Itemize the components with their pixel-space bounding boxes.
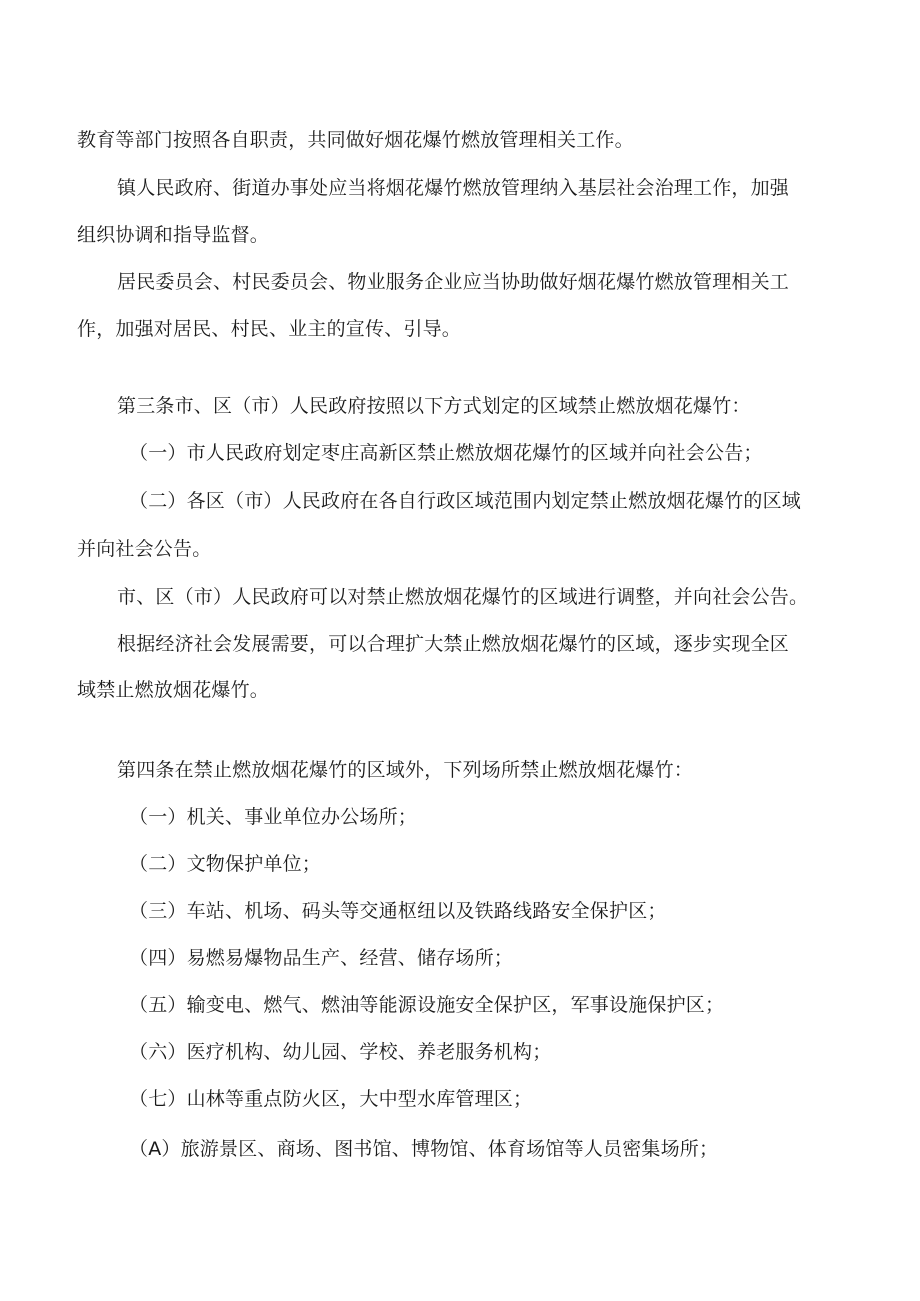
paragraph-line: 域禁止燃放烟花爆竹。 [77, 679, 270, 701]
paragraph-line: 组织协调和指导监督。 [77, 224, 270, 246]
list-item: （三）车站、机场、码头等交通枢纽以及铁路线路安全保护区； [129, 900, 667, 922]
list-item: （五）输变电、燃气、燃油等能源设施安全保护区，军事设施保护区； [129, 994, 725, 1016]
list-item: （二）文物保护单位； [129, 853, 322, 875]
article-heading: 第三条市、区（市）人民政府按照以下方式划定的区域禁止燃放烟花爆竹： [117, 395, 751, 417]
paragraph-line: 居民委员会、村民委员会、物业服务企业应当协助做好烟花爆竹燃放管理相关工 [117, 271, 790, 293]
paragraph-line: 教育等部门按照各自职责，共同做好烟花爆竹燃放管理相关工作。 [77, 129, 634, 151]
paragraph-line: 镇人民政府、街道办事处应当将烟花爆竹燃放管理纳入基层社会治理工作，加强 [117, 177, 790, 199]
list-item: （一）市人民政府划定枣庄高新区禁止燃放烟花爆竹的区域并向社会公告； [129, 442, 763, 464]
paragraph-line: 作，加强对居民、村民、业主的宣传、引导。 [77, 318, 462, 340]
list-item: （二）各区（市）人民政府在各自行政区域范围内划定禁止燃放烟花爆竹的区域 [129, 490, 802, 512]
paragraph-line: 根据经济社会发展需要，可以合理扩大禁止燃放烟花爆竹的区域，逐步实现全区 [117, 633, 790, 655]
article-heading: 第四条在禁止燃放烟花爆竹的区域外，下列场所禁止燃放烟花爆竹： [117, 759, 694, 781]
list-item: （六）医疗机构、幼儿园、学校、养老服务机构； [129, 1041, 552, 1063]
list-item-continuation: 并向社会公告。 [77, 538, 212, 560]
list-item: （七）山林等重点防火区，大中型水库管理区； [129, 1088, 533, 1110]
list-item: （A）旅游景区、商场、图书馆、博物馆、体育场馆等人员密集场所； [129, 1138, 719, 1160]
paragraph-line: 市、区（市）人民政府可以对禁止燃放烟花爆竹的区域进行调整，并向社会公告。 [117, 586, 809, 608]
list-item: （一）机关、事业单位办公场所； [129, 806, 418, 828]
list-item: （四）易燃易爆物品生产、经营、储存场所； [129, 947, 514, 969]
